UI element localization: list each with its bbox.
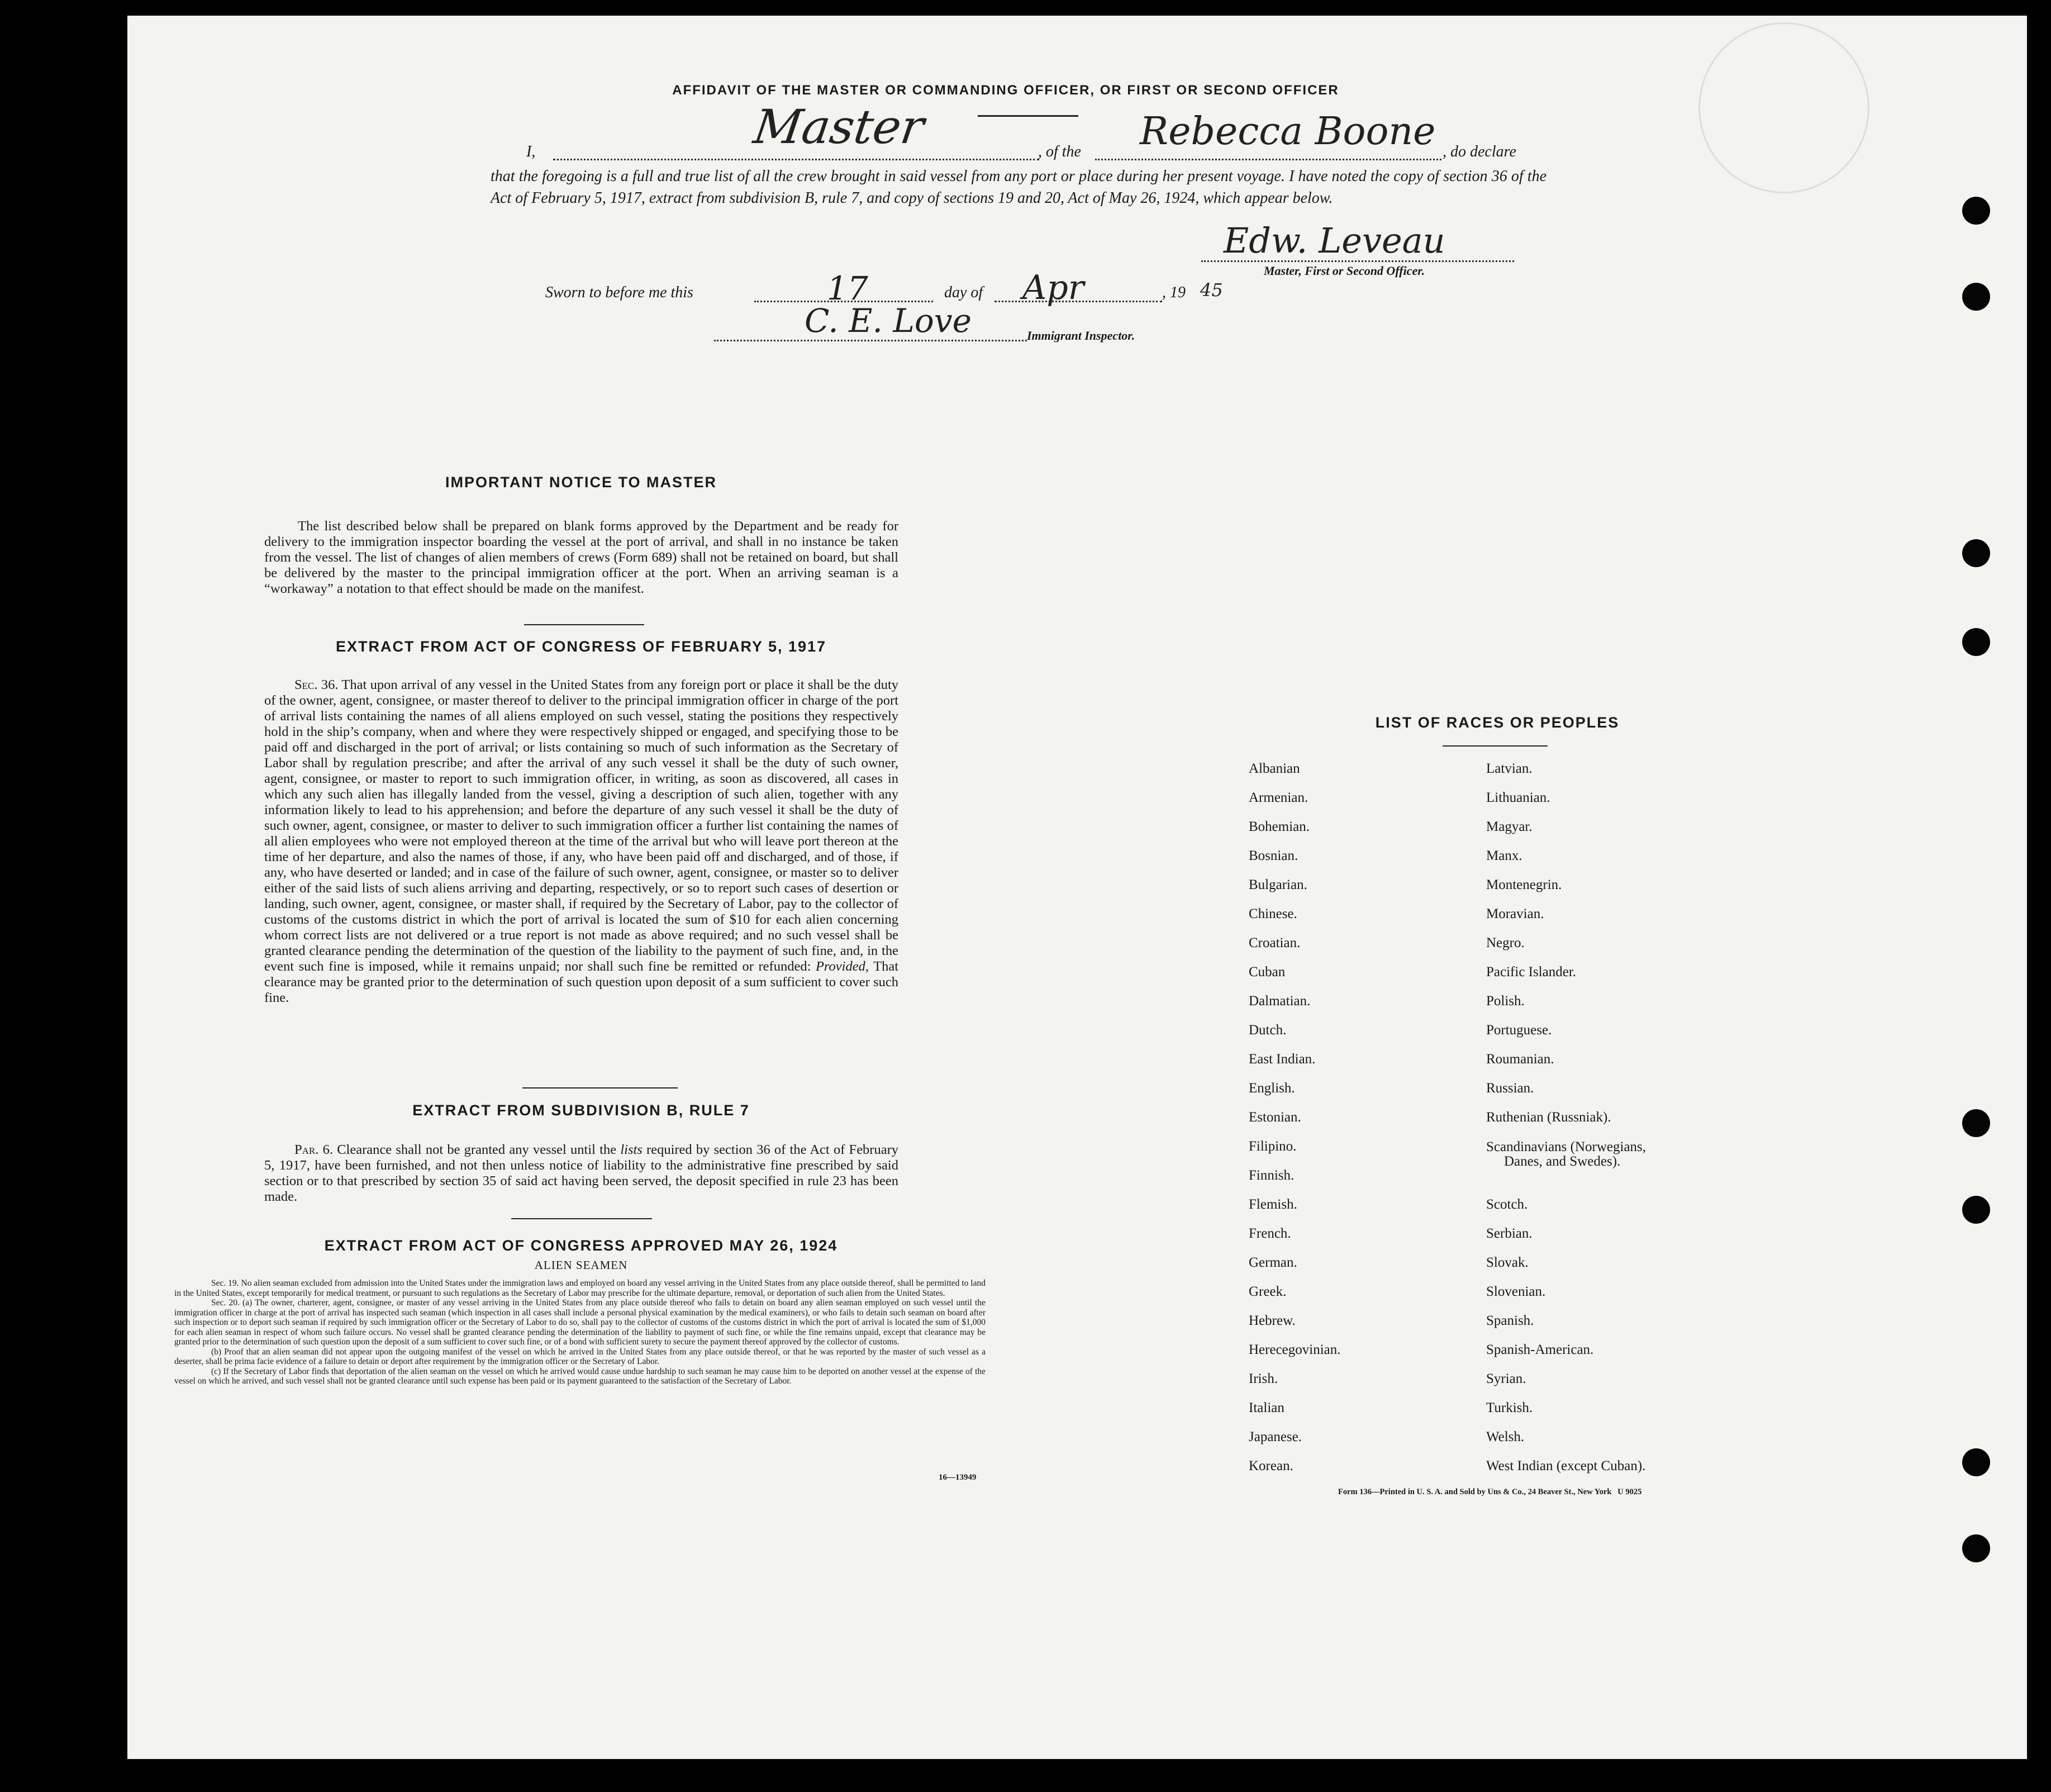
sworn-month: Apr — [1022, 268, 1084, 307]
race-item: Hebrew. — [1249, 1313, 1296, 1328]
master-signature: Edw. Leveau — [1224, 220, 1445, 261]
race-item: Ruthenian (Russniak). — [1486, 1110, 1611, 1125]
races-heading: LIST OF RACES OR PEOPLES — [1375, 714, 1620, 731]
race-item: East Indian. — [1249, 1052, 1316, 1067]
race-item: Herecegovinian. — [1249, 1342, 1341, 1357]
race-item: Flemish. — [1249, 1197, 1297, 1212]
race-item: German. — [1249, 1255, 1297, 1270]
printer-imprint: Form 136—Printed in U. S. A. and Sold by Uns & Co., 24 Beaver St., New York U 9025 — [1338, 1487, 1642, 1496]
divider — [524, 624, 644, 625]
race-item: Latvian. — [1486, 761, 1533, 776]
race-item: Irish. — [1249, 1371, 1278, 1386]
year-prefix: , 19 — [1162, 284, 1186, 301]
notice-text: The list described below shall be prepared on blank forms approved by the Department and be ready for delivery to the immigration inspector boarding the vessel at the port of arrival, and shall in no instance be taken from the vessel. The list of changes of alien members of crews (Form 689) shall not be retained on board, but shall be delivered by the master to the principal immigration officer at the port. When an arriving seaman is a “workaway” a notation to that effect should be made on the manifest. — [264, 519, 898, 596]
par-6-label: Par. 6. — [294, 1142, 333, 1157]
name-line — [553, 159, 1039, 160]
race-item: Japanese. — [1249, 1429, 1302, 1444]
race-item: Croatian. — [1249, 935, 1301, 950]
binder-hole — [1962, 1448, 1990, 1476]
rule7-heading: EXTRACT FROM SUBDIVISION B, RULE 7 — [412, 1102, 750, 1119]
provided-text: That clearance may be granted prior to the determination of such question upon deposit of a sum sufficient to cover such fine. — [264, 959, 899, 1005]
race-item: Cuban — [1249, 964, 1286, 980]
inspector-signature: C. E. Love — [805, 302, 972, 340]
race-item: French. — [1249, 1226, 1291, 1241]
inspector-line — [714, 340, 1027, 341]
race-item: West Indian (except Cuban). — [1486, 1458, 1646, 1473]
race-item: Danes, and Swedes). — [1504, 1154, 1621, 1169]
race-item: Russian. — [1486, 1081, 1534, 1096]
race-item: Slovak. — [1486, 1255, 1529, 1270]
act-1917-heading: EXTRACT FROM ACT OF CONGRESS OF FEBRUARY 5, 1917 — [335, 638, 827, 655]
act-1924-text — [174, 1278, 986, 1386]
race-item: Turkish. — [1486, 1400, 1533, 1415]
race-item: English. — [1249, 1081, 1295, 1096]
rule7-text: Par. 6. Clearance shall not be granted any vessel until the lists required by section 36 of the Act of February 5, 1917, have been furnished, and not then unless notice of liability to the administrative fine prescribed by said section or to that prescribed by section 35 of said act having been served, the deposit specified in rule 23 has been made. — [264, 1142, 899, 1204]
race-item: Serbian. — [1486, 1226, 1533, 1241]
day-of-label: day of — [944, 284, 983, 301]
notice-heading: IMPORTANT NOTICE TO MASTER — [445, 474, 717, 491]
race-item: Roumanian. — [1486, 1052, 1554, 1067]
lists-word: lists — [620, 1142, 643, 1157]
divider — [978, 115, 1078, 117]
race-item: Moravian. — [1486, 906, 1544, 921]
race-item: Estonian. — [1249, 1110, 1301, 1125]
signature-caption: Master, First or Second Officer. — [1264, 264, 1425, 278]
sec-36-text: That upon arrival of any vessel in the United States from any foreign port or place it shall be the duty of the owner, agent, consignee, or master thereof to deliver to the principal immigration officer in charge of the port of arrival lists containing the names of all aliens employed on such vessel, stating the positions they respectively hold in the ship’s company, when and where they were respectively shipped or engaged, and specifying those to be paid off and discharged in the port of arrival; or lists containing so much of such information as the Secretary of Labor shall by regulation prescribe; and after the arrival of any such vessel it shall be the duty of such owner, agent, consignee, or master to report to such immigration officer, in writing, as soon as discovered, all cases in which any such alien has illegally landed from the vessel, giving a description of such alien, together with any information likely to lead to his apprehension; and before the departure of any such vessel it shall be the duty of such owner, agent, consignee, or master to deliver to such immigration officer a further list containing the names of all alien employees who were not employed thereon at the time of the arrival but who will leave port thereon at the time of her departure, and also the names of those, if any, who have been paid off and discharged, and of those, if any, who have deserted or landed; and in case of the failure of such owner, agent, consignee, or master so to deliver either of the said lists of such aliens arriving and departing, respectively, or so to report such cases of desertion or landing, such owner, agent, consignee, or master shall, if required by the Secretary of Labor, pay to the collector of customs of the customs district in which the port of arrival is located the sum of $10 for each alien concerning whom correct lists are not delivered or a true report is not made as above required; and no such vessel shall be granted clearance pending the determination of the question of the liability to the payment of such fine, and, in the event such fine is imposed, while it remains unpaid; nor shall such fine be remitted or refunded: — [264, 677, 898, 974]
sec-36-label: Sec. 36. — [294, 677, 339, 692]
race-item: Negro. — [1486, 935, 1525, 950]
race-item: Montenegrin. — [1486, 877, 1562, 892]
race-item: Albanian — [1249, 761, 1300, 776]
race-item: Welsh. — [1486, 1429, 1525, 1444]
sworn-day: 17 — [827, 269, 868, 307]
of-the-label: , of the — [1038, 143, 1081, 160]
race-item: Magyar. — [1486, 819, 1533, 834]
sec-20b: (b) Proof that an alien seaman did not appear upon the outgoing manifest of the vessel on which he arrived in the United States from any place outside thereof, or that he was reported by the master of such vessel as a deserter, shall be prima facie evidence of a failure to detain or deport after requirement by the immigration officer or the Secretary of Labor. — [174, 1347, 986, 1366]
year-suffix: 45 — [1200, 279, 1223, 301]
race-item: Filipino. — [1249, 1139, 1297, 1154]
race-item: Dutch. — [1249, 1023, 1287, 1038]
affidavit-heading: AFFIDAVIT OF THE MASTER OR COMMANDING OFFICER, OR FIRST OR SECOND OFFICER — [672, 83, 1339, 98]
race-item: Spanish-American. — [1486, 1342, 1594, 1357]
race-item: Portuguese. — [1486, 1023, 1552, 1038]
race-item: Spanish. — [1486, 1313, 1534, 1328]
race-item: Korean. — [1249, 1458, 1293, 1473]
race-item: Bulgarian. — [1249, 877, 1307, 892]
sec-20a: Sec. 20. (a) The owner, charterer, agent, consignee, or master of any vessel arriving in the United States from any place outside thereof who fails to detain on board any alien seaman employed on such vessel until the immigration officer in charge at the port of arrival has inspected such seaman (which inspection in all cases shall include a personal physical examination by the medical examiners), or who fails to detain such seaman on board after such inspection or to deport such seaman if required by such immigration officer or the Secretary of Labor to do so, shall pay to the collector of customs of the customs district in which the port of arrival is located the sum of $1,000 for each alien seaman in respect of whom such failure occurs. No vessel shall be granted clearance pending the determination of the liability to payment of such fine, or while the fine remains unpaid, except that clearance may be granted prior to the determination of such question upon the deposit of a sum sufficient to cover such fine, or of a bond with sufficient surety to secure the payment thereof approved by the collector of customs. — [174, 1298, 986, 1347]
sworn-label: Sworn to before me this — [545, 284, 693, 301]
binder-hole — [1962, 1196, 1990, 1224]
faint-seal-stamp — [1698, 22, 1869, 193]
race-item: Greek. — [1249, 1284, 1287, 1299]
master-handwriting: Master — [750, 99, 927, 154]
scan-border — [2027, 0, 2051, 1792]
divider — [522, 1087, 678, 1088]
act-1917-text — [264, 677, 898, 1006]
binder-hole — [1962, 539, 1990, 567]
race-item: Bosnian. — [1249, 848, 1298, 863]
race-item: Polish. — [1486, 994, 1525, 1009]
vessel-line — [1095, 159, 1441, 160]
race-item: Lithuanian. — [1486, 790, 1550, 805]
alien-seamen-subheading: ALIEN SEAMEN — [534, 1258, 628, 1272]
inspector-caption: Immigrant Inspector. — [1027, 329, 1135, 343]
race-item: Scandinavians (Norwegians, — [1486, 1139, 1646, 1154]
form-number: 16—13949 — [939, 1473, 977, 1482]
race-item: Manx. — [1486, 848, 1522, 863]
binder-hole — [1962, 197, 1990, 225]
race-item: Pacific Islander. — [1486, 964, 1577, 980]
vessel-handwriting: Rebecca Boone — [1140, 110, 1436, 154]
binder-hole — [1962, 1109, 1990, 1137]
divider — [511, 1218, 652, 1219]
race-item: Finnish. — [1249, 1168, 1295, 1183]
race-item: Armenian. — [1249, 790, 1308, 805]
provided-label: Provided, — [815, 959, 869, 974]
race-item: Chinese. — [1249, 906, 1297, 921]
race-item: Slovenian. — [1486, 1284, 1546, 1299]
act-1924-heading: EXTRACT FROM ACT OF CONGRESS APPROVED MAY 26, 1924 — [324, 1237, 838, 1254]
race-item: Bohemian. — [1249, 819, 1310, 834]
affidavit-statement: that the foregoing is a full and true list of all the crew brought in said vessel from any port or place during her present voyage. I have noted the copy of section 36 of the Act of February 5, 1917, extract from subdivision B, rule 7, and copy of sections 19 and 20, Act of May 26, 1924, which appear below. — [491, 168, 1546, 207]
binder-hole — [1962, 1534, 1990, 1562]
race-item: Syrian. — [1486, 1371, 1526, 1386]
race-item: Dalmatian. — [1249, 994, 1311, 1009]
binder-hole — [1962, 628, 1990, 656]
race-item: Italian — [1249, 1400, 1284, 1415]
binder-hole — [1962, 283, 1990, 311]
affidavit-i: I, — [526, 143, 536, 160]
race-item: Scotch. — [1486, 1197, 1528, 1212]
sec-20c: (c) If the Secretary of Labor finds that deportation of the alien seaman on the vessel on which he arrived would cause undue hardship to such seaman he may cause him to be deported on another vessel at the expense of the vessel on which he arrived, and such vessel shall not be granted clearance until such expense has been paid or its payment guaranteed to the satisfaction of the Secretary of Labor. — [174, 1366, 986, 1386]
signature-line — [1201, 260, 1514, 262]
sec-19: Sec. 19. No alien seaman excluded from admission into the United States under the immigration laws and employed on board any vessel arriving in the United States from any place outside thereof, shall be permitted to land in the United States, except temporarily for medical treatment, or pursuant to such regulations as the Secretary of Labor may prescribe for the ultimate departure, removal, or deportation of such alien from the United States. — [174, 1278, 986, 1298]
divider — [1443, 745, 1548, 747]
declare-label: , do declare — [1443, 143, 1516, 160]
